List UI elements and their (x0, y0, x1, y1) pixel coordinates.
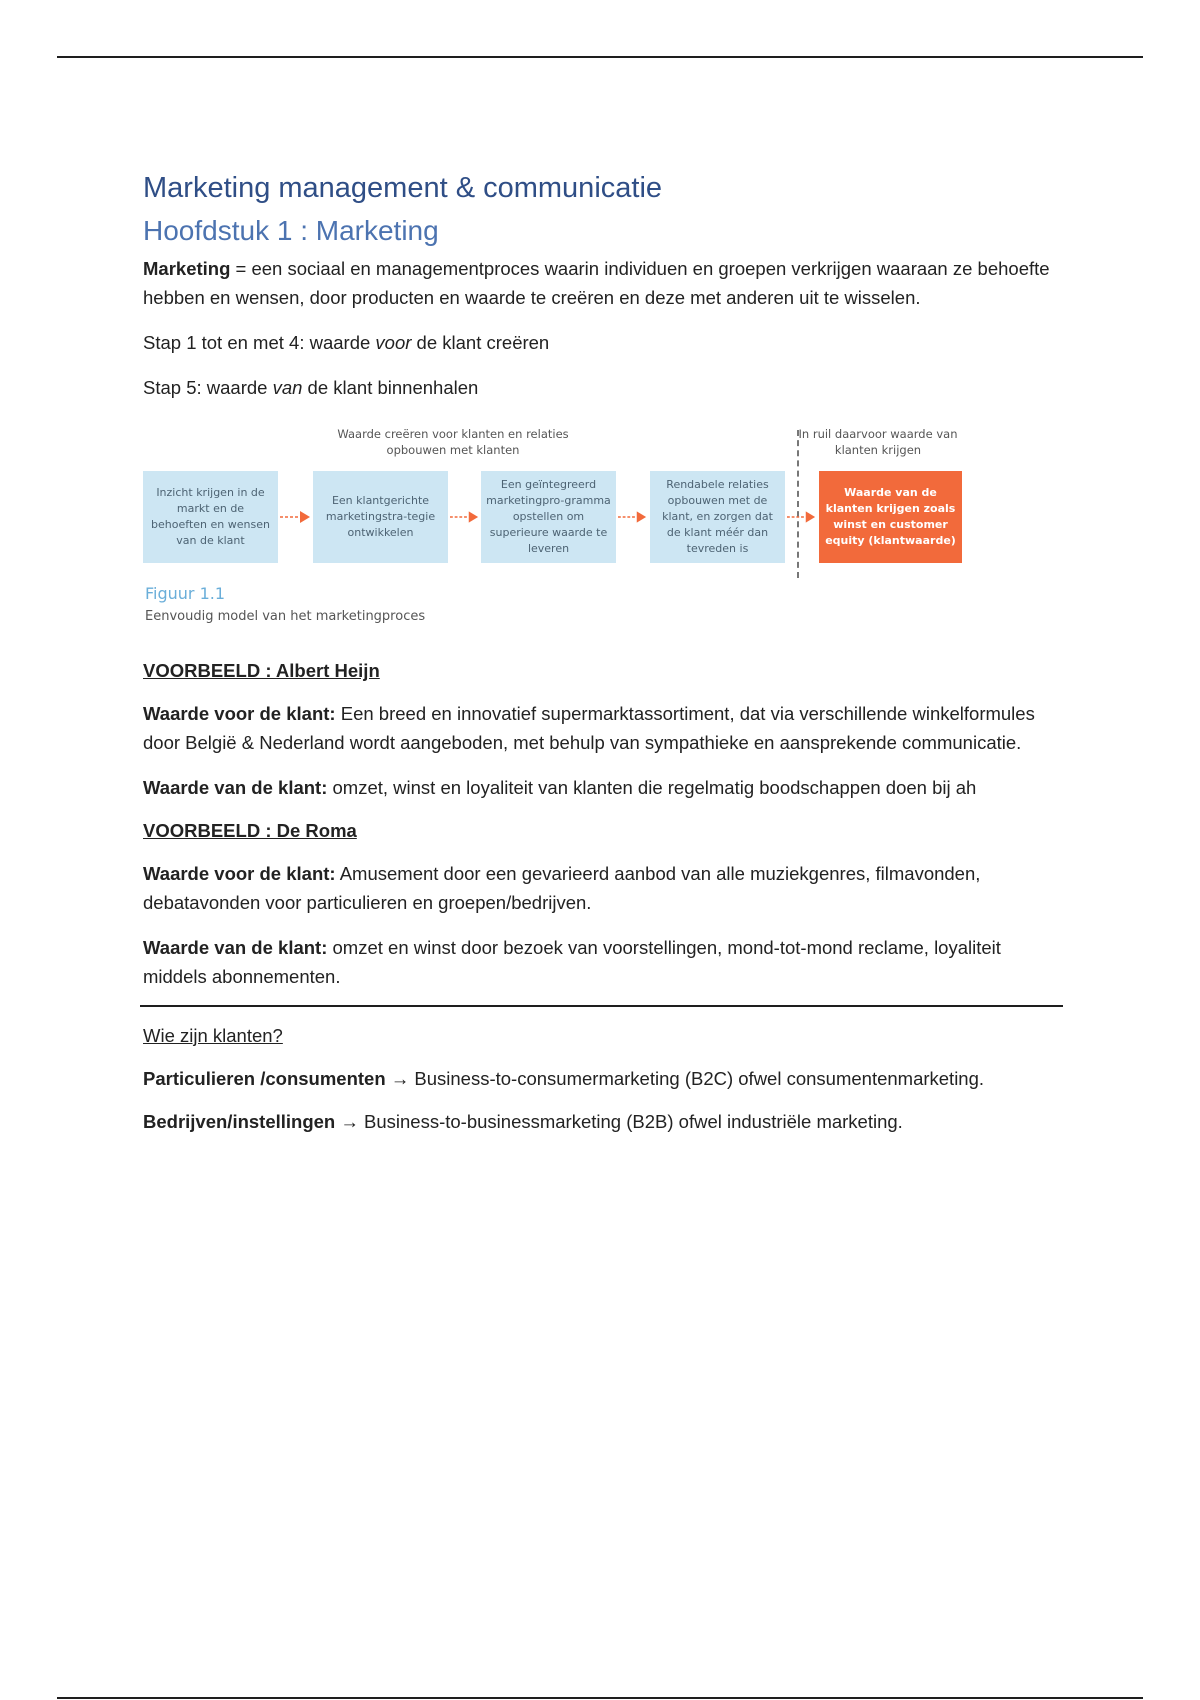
figure-dashed-divider (797, 430, 799, 578)
process-step-1: Inzicht krijgen in de markt en de behoeften en wensen van de klant (143, 471, 278, 563)
figure-description: Eenvoudig model van het marketingproces (145, 609, 426, 624)
process-step-4: Rendabele relaties opbouwen met de klant, en zorgen dat de klant méér dan tevreden is (650, 471, 785, 563)
definition-term: Marketing (143, 258, 231, 279)
example2-value-for-customer: Waarde voor de klant: Amusement door een gevarieerd aanbod van alle muziekgenres, filmavonden, debatavonden voor particulieren en groepen/bedrijven. (143, 863, 981, 913)
process-step-3: Een geïntegreerd marketingpro-gramma opstellen om superieure waarde te leveren (481, 471, 616, 563)
document-title: Marketing management & communicatie (143, 172, 663, 204)
page-top-rule (57, 56, 1143, 58)
example2-value-from-customer: Waarde van de klant: omzet en winst door bezoek van voorstellingen, mond-tot-mond reclame, loyaliteit middels abonnementen. (143, 937, 1001, 987)
step-5-text: Stap 5: waarde van de klant binnenhalen (143, 377, 479, 398)
process-step-5: Waarde van de klanten krijgen zoals winst en customer equity (klantwaarde) (819, 471, 962, 563)
arrow-right-icon (280, 507, 312, 527)
marketing-process-figure (143, 426, 983, 636)
page-bottom-rule (57, 1697, 1143, 1699)
figure-label: Figuur 1.1 (145, 584, 226, 603)
marketing-definition (143, 254, 1063, 312)
b2b-line: Bedrijven/instellingen → Business-to-businessmarketing (B2B) ofwel industriële marketing. (143, 1111, 903, 1132)
example1-value-from-customer: Waarde van de klant: omzet, winst en loyaliteit van klanten die regelmatig boodschappen doen bij ah (143, 777, 977, 798)
figure-caption-capture-value: In ruil daarvoor waarde van klanten krijgen (798, 427, 958, 457)
example-heading-de-roma: VOORBEELD : De Roma (143, 820, 357, 841)
customers-heading: Wie zijn klanten? (143, 1025, 283, 1046)
example1-value-for-customer: Waarde voor de klant: Een breed en innovatief supermarktassortiment, dat via verschillende winkelformules door België & Nederland wordt aangeboden, met behulp van sympathieke en aansprekende communicatie. (143, 703, 1035, 753)
arrow-right-icon (450, 507, 480, 527)
figure-caption-create-value: Waarde creëren voor klanten en relaties opbouwen met klanten (337, 427, 569, 457)
process-step-2: Een klantgerichte marketingstra-tegie ontwikkelen (313, 471, 448, 563)
arrow-right-icon (618, 507, 648, 527)
definition-text: = een sociaal en managementproces waarin individuen en groepen verkrijgen waaraan ze behoefte hebben en wensen, door producten en waarde te creëren en deze met anderen uit te wisselen. (143, 258, 1050, 308)
arrow-right-icon (787, 507, 817, 527)
example-heading-albert-heijn: VOORBEELD : Albert Heijn (143, 660, 380, 681)
b2c-line: Particulieren /consumenten → Business-to-consumermarketing (B2C) ofwel consumentenmarketing. (143, 1068, 985, 1089)
step-1-4-text: Stap 1 tot en met 4: waarde voor de klant creëren (143, 332, 550, 353)
section-divider (140, 1005, 1063, 1007)
chapter-heading: Hoofdstuk 1 : Marketing (143, 215, 439, 246)
document-body (143, 168, 1063, 1152)
